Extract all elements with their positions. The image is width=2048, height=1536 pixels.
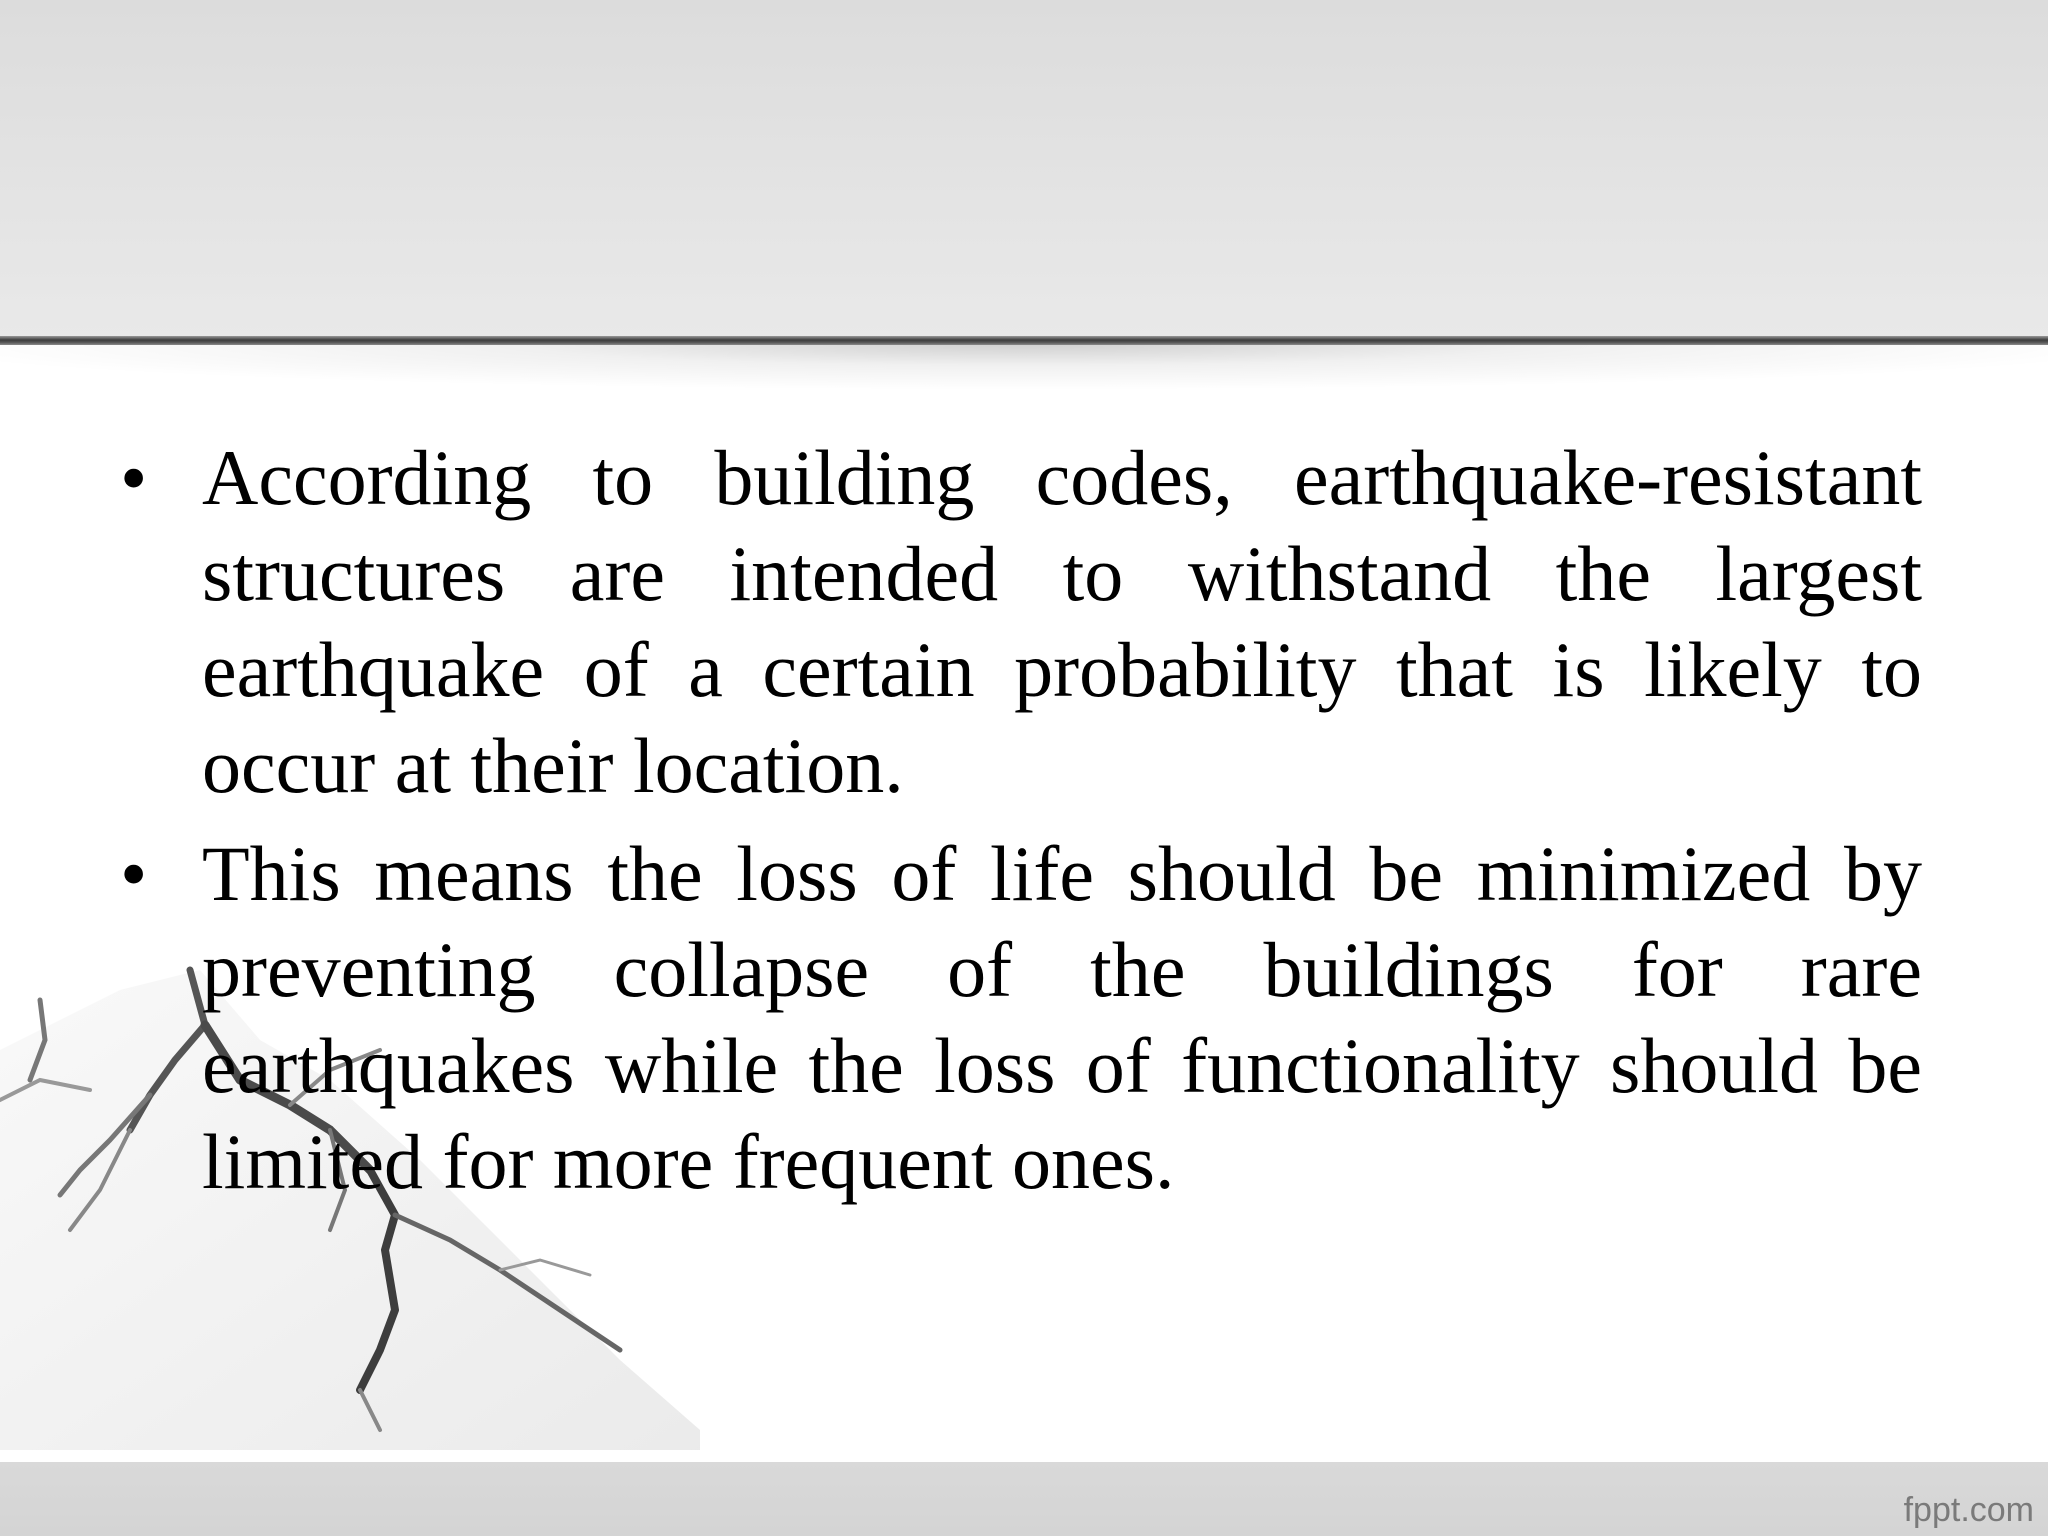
bullet-item	[120, 826, 1922, 1210]
bullet-marker: •	[120, 434, 148, 521]
footer-band	[0, 1462, 2048, 1536]
bullet-text: This means the loss of life should be minimized by preventing collapse of the buildings for rare earthquakes while the loss of functionality should be limited for more frequent ones.	[202, 830, 1922, 1205]
bullet-text: According to building codes, earthquake-resistant structures are intended to withstand the largest earthquake of a certain probability that is likely to occur at their location.	[202, 434, 1922, 809]
bullet-marker: •	[120, 830, 148, 917]
header-band	[0, 0, 2048, 340]
footer-brand: fppt.com	[1903, 1491, 2034, 1529]
bullet-item	[120, 430, 1922, 814]
header-shadow	[0, 345, 2048, 390]
bullet-list	[120, 430, 1922, 1222]
header-divider	[0, 336, 2048, 345]
